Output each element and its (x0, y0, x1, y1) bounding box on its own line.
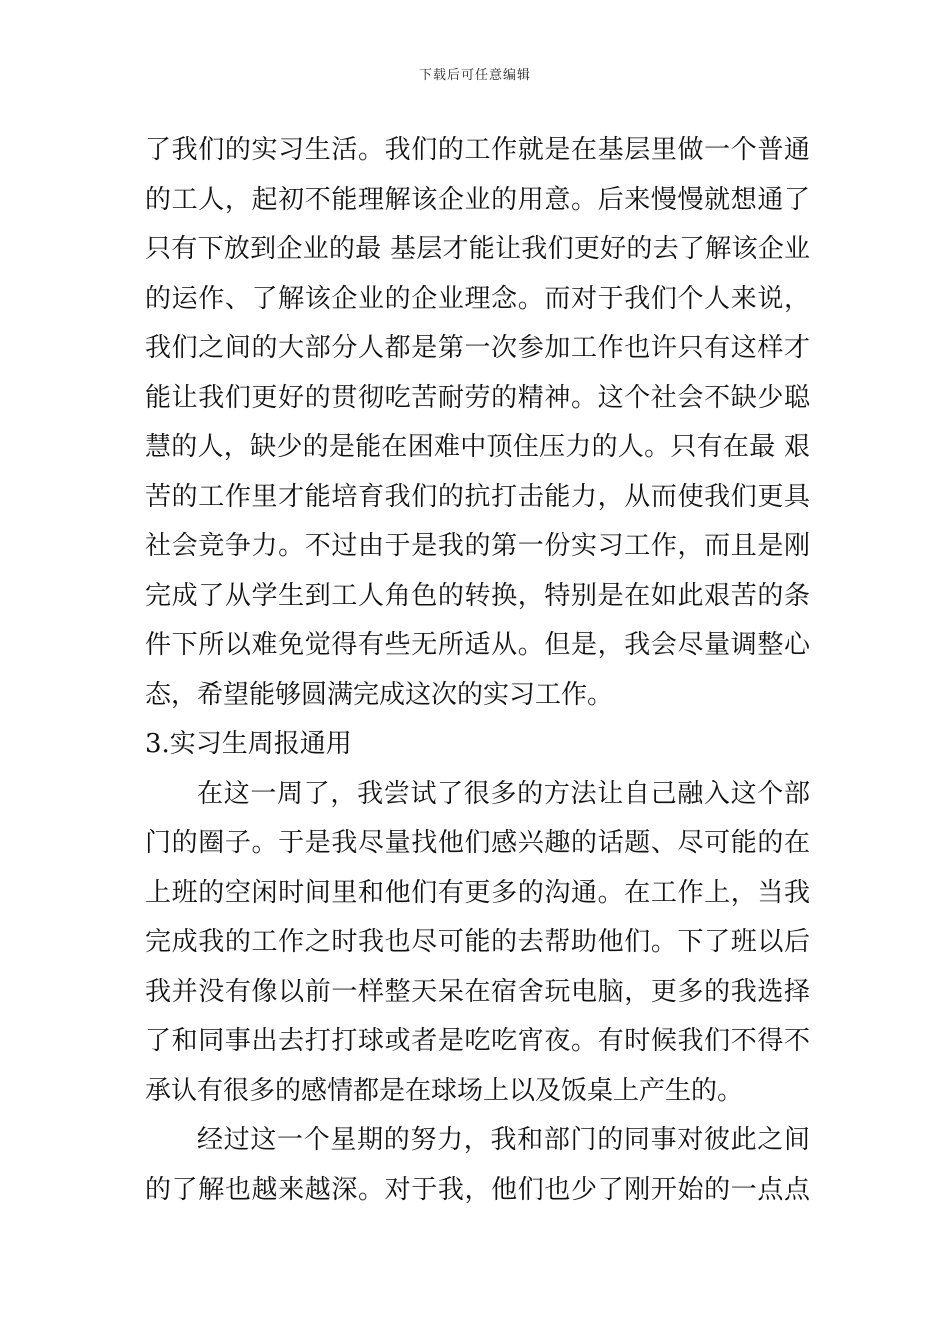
body-line: 在这一周了，我尝试了很多的方法让自己融入这个部 (197, 778, 810, 809)
body-line: 社会竞争力。不过由于是我的第一份实习工作，而且是刚 (145, 531, 810, 561)
body-line: 态，希望能够圆满完成这次的实习工作。 (145, 679, 614, 710)
body-line: 的工人，起初不能理解该企业的用意。后来慢慢就想通了 (145, 184, 810, 215)
section-heading: 3.实习生周报通用 (145, 729, 352, 759)
body-line: 我并没有像以前一样整天呆在宿舍玩电脑，更多的我选择 (145, 976, 810, 1007)
body-line: 承认有很多的感情都是在球场上以及饭桌上产生的。 (145, 1075, 744, 1106)
body-line: 我们之间的大部分人都是第一次参加工作也许只有这样才 (145, 333, 810, 363)
document-body (145, 126, 810, 1215)
body-line: 完成我的工作之时我也尽可能的去帮助他们。下了班以后 (145, 927, 810, 957)
body-line: 只有下放到企业的最 基层才能让我们更好的去了解该企业 (145, 234, 810, 264)
body-line: 件下所以难免觉得有些无所适从。但是，我会尽量调整心 (145, 630, 810, 660)
body-line: 的了解也越来越深。对于我，他们也少了刚开始的一点点 (145, 1174, 810, 1205)
body-line: 完成了从学生到工人角色的转换，特别是在如此艰苦的条 (145, 580, 810, 611)
body-line: 门的圈子。于是我尽量找他们感兴趣的话题、尽可能的在 (145, 828, 810, 858)
body-line: 了和同事出去打打球或者是吃吃宵夜。有时候我们不得不 (145, 1026, 810, 1056)
body-line: 上班的空闲时间里和他们有更多的沟通。在工作上，当我 (145, 877, 810, 908)
body-line: 苦的工作里才能培育我们的抗打击能力，从而使我们更具 (145, 481, 810, 512)
body-line: 能让我们更好的贯彻吃苦耐劳的精神。这个社会不缺少聪 (145, 382, 810, 413)
header-note: 下载后可任意编辑 (418, 68, 531, 83)
body-line: 的运作、了解该企业的企业理念。而对于我们个人来说， (145, 283, 810, 314)
body-line: 了我们的实习生活。我们的工作就是在基层里做一个普通 (145, 135, 810, 165)
body-line: 慧的人，缺少的是能在困难中顶住压力的人。只有在最 艰 (145, 432, 810, 462)
body-line: 经过这一个星期的努力，我和部门的同事对彼此之间 (197, 1125, 810, 1155)
